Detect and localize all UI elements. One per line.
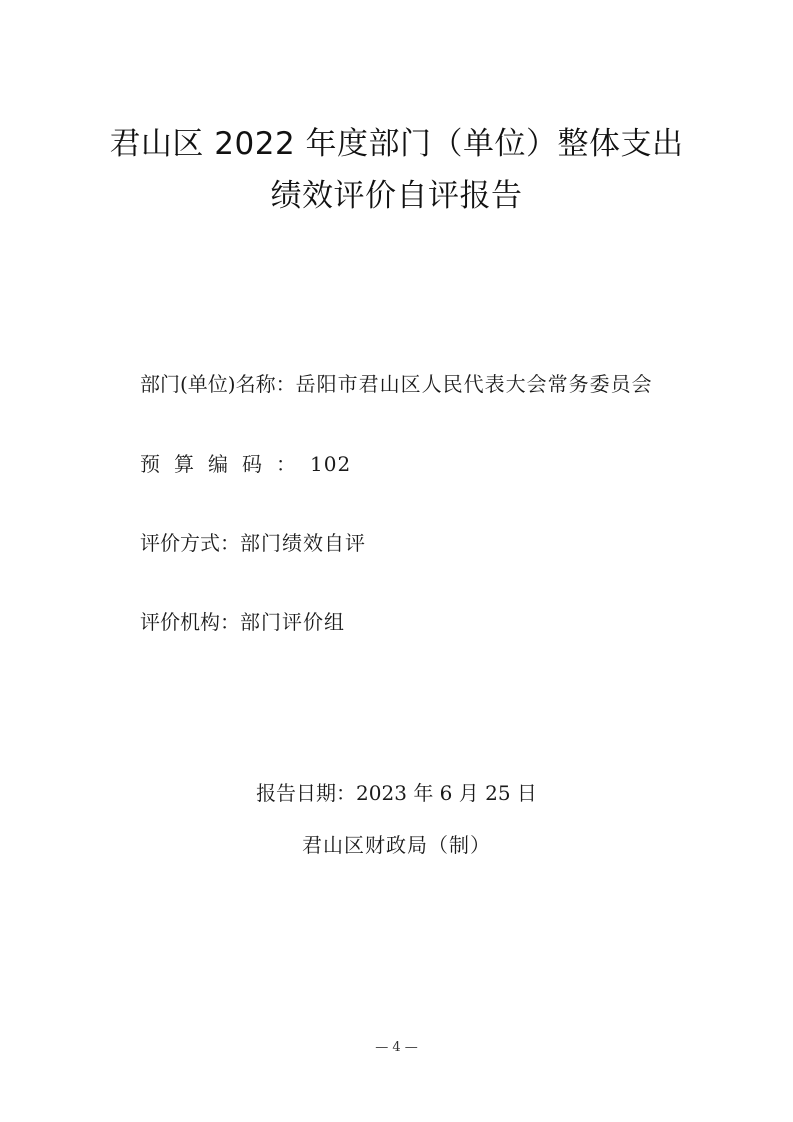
field-evaluation-method — [140, 527, 366, 556]
evaluation-method-label: 评价方式： — [140, 531, 240, 555]
report-date: 报告日期：2023 年 6 月 25 日 — [256, 781, 537, 805]
department-name-value: 岳阳市君山区人民代表大会常务委员会 — [295, 372, 653, 396]
budget-code-label: 预算编码： — [140, 452, 310, 476]
evaluation-organization-label: 评价机构： — [140, 610, 240, 634]
page-number: — 4 — — [375, 1040, 418, 1055]
document-title-line-1: 君山区 2022 年度部门（单位）整体支出 — [109, 126, 684, 162]
budget-code-value: 102 — [310, 452, 352, 476]
field-evaluation-organization — [140, 606, 345, 635]
document-title-line-2: 绩效评价自评报告 — [270, 178, 523, 214]
evaluation-method-value: 部门绩效自评 — [240, 531, 366, 555]
field-department-name — [140, 368, 653, 397]
evaluation-organization-value: 部门评价组 — [240, 610, 345, 634]
producer-line: 君山区财政局（制） — [302, 833, 491, 857]
department-name-label: 部门(单位)名称： — [140, 372, 296, 396]
field-budget-code — [140, 448, 351, 477]
